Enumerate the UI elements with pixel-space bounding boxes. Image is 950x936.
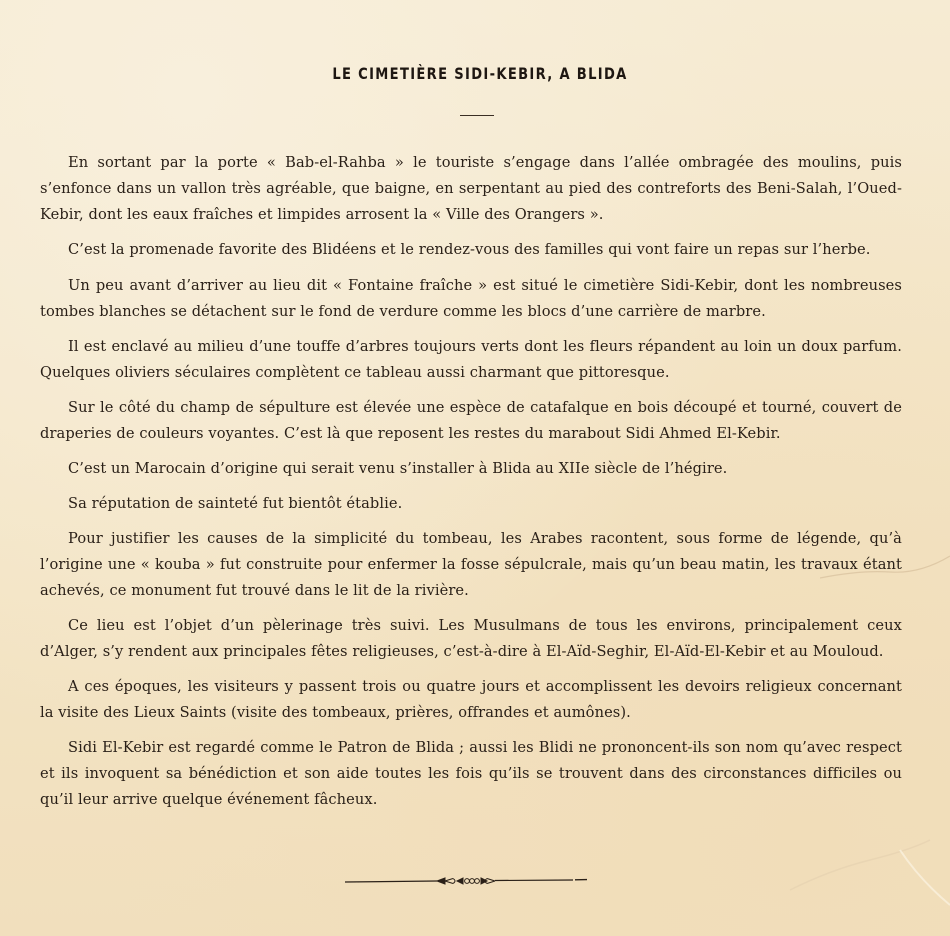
paragraph: C’est un Marocain d’origine qui serait venu s’installer à Blida au XIIe siècle de l’hégire. — [68, 460, 728, 477]
paragraph: Un peu avant d’arriver au lieu dit « Fontaine fraîche » est situé le cimetière Sidi-Kebir, dont les nombreuses tombes blanches se détachent sur le fond de verdure comme les blocs d’une carrière de marbre. — [40, 277, 902, 320]
paragraph: Sur le côté du champ de sépulture est élevée une espèce de catafalque en bois découpé et tourné, couvert de draperies de couleurs voyantes. C’est là que reposent les restes du marabout Sidi Ahmed El-Kebir. — [40, 399, 902, 442]
paragraph: C’est la promenade favorite des Blidéens et le rendez-vous des familles qui vont faire un repas sur l’herbe. — [68, 241, 871, 258]
ornament-divider-icon — [345, 874, 587, 888]
paragraph: A ces époques, les visiteurs y passent trois ou quatre jours et accomplissent les devoirs religieux concernant la visite des Lieux Saints (visite des tombeaux, prières, offrandes et aumônes). — [40, 678, 902, 721]
title-divider — [460, 115, 494, 116]
paragraph: Il est enclavé au milieu d’une touffe d’arbres toujours verts dont les fleurs répandent au loin un doux parfum. Quelques oliviers séculaires complètent ce tableau aussi charmant que pittoresque. — [40, 338, 902, 381]
article-body — [40, 150, 902, 822]
paragraph: Ce lieu est l’objet d’un pèlerinage très suivi. Les Musulmans de tous les environs, principalement ceux d’Alger, s’y rendent aux principales fêtes religieuses, c’est-à-dire à El-Aïd-Seghir, El-Aïd-El-Kebir et au Mouloud. — [40, 617, 902, 660]
paragraph: En sortant par la porte « Bab-el-Rahba » le touriste s’engage dans l’allée ombragée des moulins, puis s’enfonce dans un vallon très agréable, que baigne, en serpentant au pied des contreforts des Beni-Salah, l’Oued-Kebir, dont les eaux fraîches et limpides arrosent la « Ville des Orangers ». — [40, 154, 902, 223]
page-title: LE CIMETIÈRE SIDI-KEBIR, A BLIDA — [332, 64, 628, 83]
paper-crease-decoration — [780, 830, 950, 910]
paragraph: Sidi El-Kebir est regardé comme le Patron de Blida ; aussi les Blidi ne prononcent-ils son nom qu’avec respect et ils invoquent sa bénédiction et son aide toutes les fois qu’ils se trouvent dans des circonstances difficiles ou qu’il leur arrive quelque événement fâcheux. — [40, 739, 902, 808]
paragraph: Pour justifier les causes de la simplicité du tombeau, les Arabes racontent, sous forme de légende, qu’à l’origine une « kouba » fut construite pour enfermer la fosse sépulcrale, mais qu’un beau matin, les travaux étant achevés, ce monument fut trouvé dans le lit de la rivière. — [40, 530, 902, 599]
paragraph: Sa réputation de sainteté fut bientôt établie. — [68, 495, 403, 512]
